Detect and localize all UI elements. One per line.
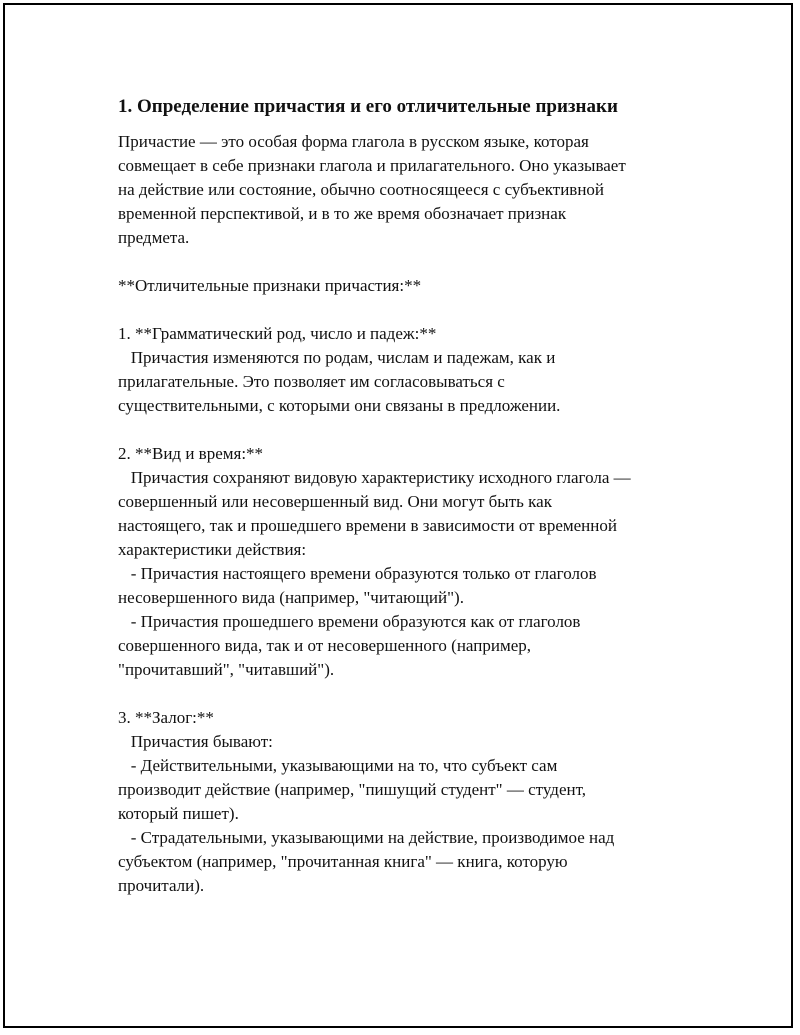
intro-paragraph: Причастие — это особая форма глагола в русском языке, которая совмещает в себе признаки глагола и прилагательного. Оно указывает на действие или состояние, обычно соотносящееся с субъективной временной перспективой, и в то же время обозначает признак предмета.	[118, 132, 626, 247]
document-body	[118, 95, 708, 898]
spacer	[118, 682, 708, 706]
spacer	[118, 250, 708, 274]
spacer	[118, 418, 708, 442]
feature-body-voice: Причастия бывают: - Действительными, указывающими на то, что субъект сам производит действие (например, "пишущий студент" — студент, который пишет). - Страдательными, указывающими на действие, производимое над субъектом (например, "прочитанная книга" — книга, которую прочитали).	[118, 732, 615, 895]
feature-title-gender: 1. **Грамматический род, число и падеж:**	[118, 324, 437, 343]
spacer	[118, 298, 708, 322]
features-title: **Отличительные признаки причастия:**	[118, 276, 422, 295]
feature-body-aspect: Причастия сохраняют видовую характеристику исходного глагола — совершенный или несовершенный вид. Они могут быть как настоящего, так и прошедшего времени в зависимости от временной характеристики действия: - Причастия настоящего времени образуются только от глаголов несовершенного вида (например, "читающий"). - Причастия прошедшего времени образуются как от глаголов совершенного вида, так и от несовершенного (например, "прочитавший", "читавший").	[118, 468, 631, 679]
feature-title-aspect: 2. **Вид и время:**	[118, 444, 264, 463]
section-heading: 1. Определение причастия и его отличительные признаки	[118, 96, 618, 117]
feature-title-voice: 3. **Залог:**	[118, 708, 214, 727]
feature-body-gender: Причастия изменяются по родам, числам и падежам, как и прилагательные. Это позволяет им согласовываться с существительными, с которыми они связаны в предложении.	[118, 348, 561, 415]
